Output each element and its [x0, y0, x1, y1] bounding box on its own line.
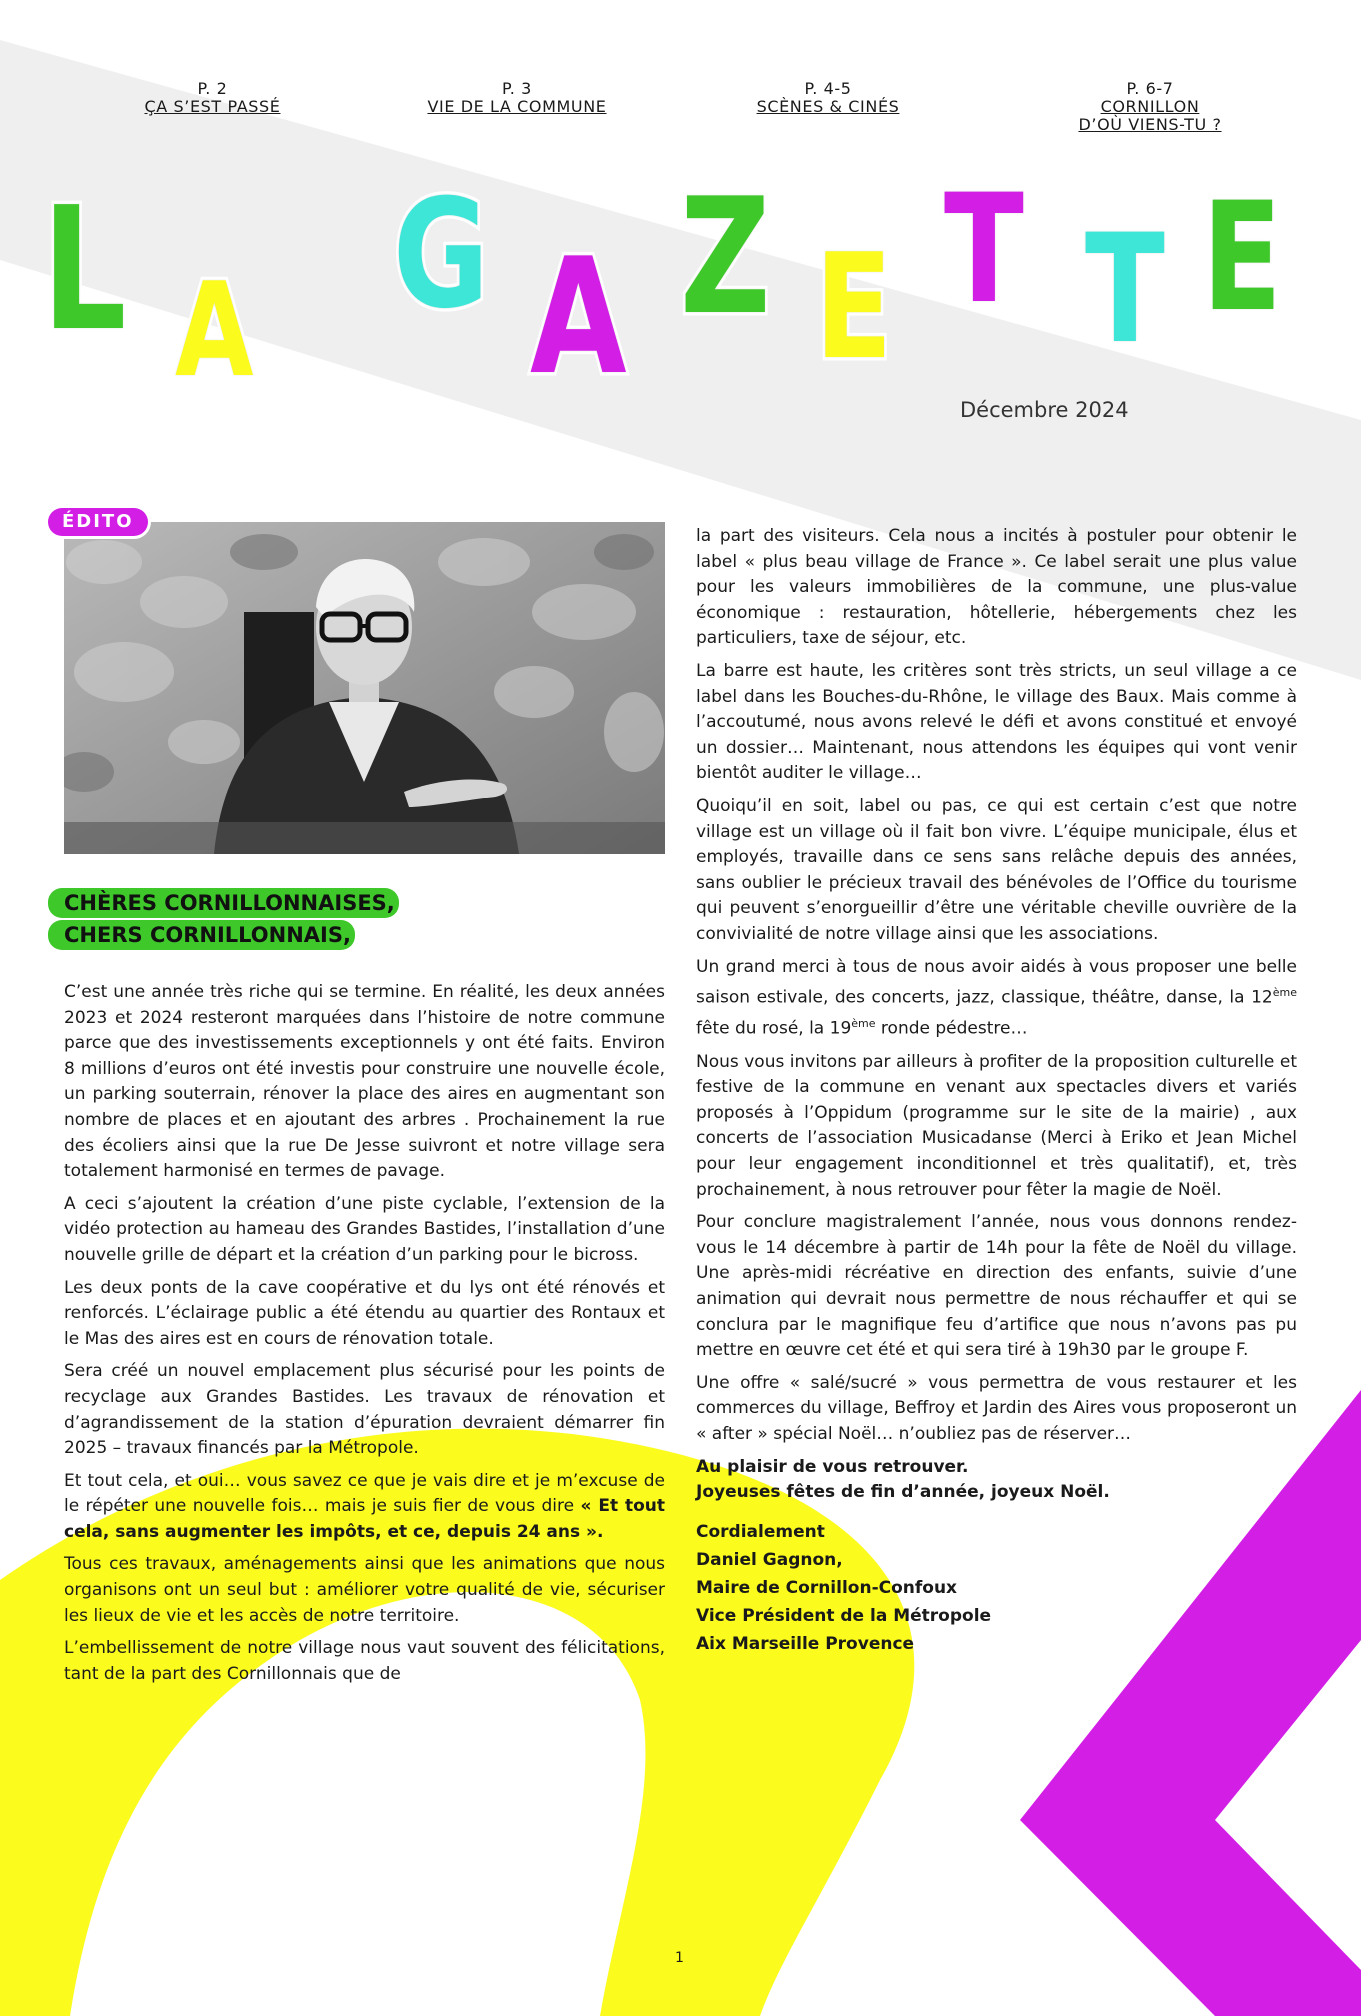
greeting-line: CHERS CORNILLONNAIS, [48, 920, 355, 950]
ordinal-suffix: ème [851, 1017, 876, 1031]
greeting [48, 888, 399, 952]
edito-paragraph: Nous vous invitons par ailleurs à profiter de la proposition culturelle et festive de la commune en venant aux spectacles divers et variés proposés à l’Oppidum (programme sur le site de la mairie) , aux concerts de l’association Musicadanse (Merci à Eriko et Jean Michel pour leur engagement inconditionnel et très qualitatif), et, très prochainement, à nous retrouver pour fêter la magie de Noël. [696, 1051, 1297, 1200]
nav-page-number: P. 2 [197, 79, 228, 98]
masthead-letter: L [42, 171, 127, 369]
signature [696, 1518, 1297, 1658]
edito-paragraph: A ceci s’ajoutent la création d’une piste cyclable, l’extension de la vidéo protection au hameau des Grandes Bastides, l’installation d’une nouvelle grille de départ et la création d’un parking pour le bicross. [64, 1193, 665, 1265]
edito-paragraph [64, 1469, 665, 1546]
signature-line: Cordialement [696, 1521, 825, 1542]
edito-text: fête du rosé, la 19 [696, 1019, 852, 1039]
page-navigation [0, 80, 1361, 140]
closing [696, 1455, 1297, 1506]
masthead-letter: T [944, 163, 1024, 337]
edito-paragraph: la part des visiteurs. Cela nous a incités à postuler pour obtenir le label « plus beau village de France ». Ce label serait une plus value pour les valeurs immobilières de la commune, une plus-value économique : restauration, hôtellerie, hébergements chez les particuliers, taxe de séjour, etc. [696, 526, 1297, 649]
issue-date: Décembre 2024 [960, 398, 1129, 422]
edito-text: Et tout cela, et oui… vous savez ce que je vais dire et je m’excuse de le répéter une nouvelle fois… mais je suis fier de vous dire [64, 1470, 665, 1517]
edito-paragraph: Sera créé un nouvel emplacement plus sécurisé pour les points de recyclage aux Grandes Bastides. Les travaux de rénovation et d’agrandissement de la station d’épuration devraient démarrer fin 2025 – travaux financés par la Métropole. [64, 1361, 665, 1459]
masthead-letter: E [1202, 171, 1282, 345]
nav-title: SCÈNES & CINÉS [756, 97, 900, 116]
signature-line: Vice Président de la Métropole [696, 1605, 992, 1626]
edito-paragraph: Une offre « salé/sucré » vous permettra de vous restaurer et les commerces du village, Beffroy et Jardin des Aires vous proposeront un « after » spécial Noël… n’oubliez pas de réserver… [696, 1372, 1297, 1444]
nav-page-number: P. 3 [502, 79, 532, 98]
masthead-letter: Z [680, 163, 771, 350]
mayor-photo-illustration [64, 522, 665, 854]
edito-paragraph: La barre est haute, les critères sont très stricts, un seul village a ce label dans les Bouches-du-Rhône, le village des Baux. Mais comme à l’accoutumé, nous avons relevé le défi et avons constitué et envoyé un dossier… Maintenant, nous attendons les équipes qui vont venir bientôt auditer le village… [696, 660, 1297, 784]
signature-line: Maire de Cornillon-Confoux [696, 1577, 958, 1598]
masthead-letter: E [815, 223, 893, 392]
edito-paragraph: L’embellissement de notre village nous vaut souvent des félicitations, tant de la part des Cornillonnais que de [64, 1638, 665, 1684]
nav-link-scenes-et-cines[interactable] [718, 80, 938, 116]
closing-line: Au plaisir de vous retrouver. [696, 1456, 969, 1477]
nav-page-number: P. 4-5 [804, 79, 852, 98]
signature-line: Daniel Gagnon, [696, 1549, 843, 1570]
edito-text: ronde pédestre… [875, 1019, 1028, 1039]
edito-paragraph: Tous ces travaux, aménagements ainsi que les animations que nous organisons ont un seul but : améliorer votre qualité de vie, sécuriser les lieux de vie et les accès de notre territoire. [64, 1554, 665, 1626]
edito-emphasis: « Et tout cela, sans augmenter les impôts, et ce, depuis 24 ans ». [64, 1496, 665, 1542]
masthead-letter: A [530, 223, 627, 410]
page-number: 1 [675, 1950, 684, 1966]
edito-paragraph: Les deux ponts de la cave coopérative et du lys ont été rénovés et renforcés. L’éclairage public a été étendu au quartier des Rontaux et le Mas des aires est en cours de rénovation totale. [64, 1277, 665, 1349]
masthead-title [0, 163, 1361, 410]
nav-title-line2: D’OÙ VIENS-TU ? [1078, 115, 1222, 134]
masthead-letter: T [1085, 203, 1165, 377]
nav-title: CORNILLON [1100, 97, 1200, 116]
nav-link-cornillon[interactable] [1035, 80, 1265, 134]
edito-tag: ÉDITO [48, 508, 148, 536]
edito-paragraph: C’est une année très riche qui se termine. En réalité, les deux années 2023 et 2024 resteront marquées dans l’histoire de notre commune parce que des investissements exceptionnels y ont été faits. Environ 8 millions d’euros ont été investis pour construire une nouvelle école, un parking souterrain, rénover la place des aires en augmentant son nombre de places et en ajoutant des arbres . Prochainement la rue des écoliers ainsi que la rue De Jesse suivront et notre village sera totalement harmonisé en termes de pavage. [64, 982, 665, 1182]
edito-paragraph [696, 955, 1297, 1043]
ordinal-suffix: ème [1272, 986, 1297, 1000]
nav-link-ca-sest-passe[interactable] [110, 80, 315, 116]
edito-text: Un grand merci à tous de nous avoir aidés à vous proposer une belle saison estivale, des concerts, jazz, classique, théâtre, danse, la 12 [696, 956, 1297, 1008]
edito-column-right [696, 524, 1297, 1658]
masthead-letter: G [393, 168, 490, 342]
signature-line: Aix Marseille Provence [696, 1633, 915, 1654]
edito-column-left [64, 980, 665, 1694]
edito-paragraph: Pour conclure magistralement l’année, nous vous donnons rendez-vous le 14 décembre à partir de 14h pour la fête de Noël du village. Une après-midi récréative en direction des enfants, suivie d’une animation qui devrait nous permettre de nous réchauffer et qui se conclura par le magnifique feu d’artifice que nous n’avons pas pu mettre en œuvre cet été et qui sera tiré à 19h30 par le groupe F. [696, 1212, 1297, 1361]
nav-page-number: P. 6-7 [1126, 79, 1174, 98]
edito-paragraph: Quoiqu’il en soit, label ou pas, ce qui est certain c’est que notre village est un village où il fait bon vivre. L’équipe municipale, élus et employés, travaille dans ce sens sans relâche depuis des années, sans oublier le précieux travail des bénévoles de l’Office du tourisme qui peuvent s’enorgueillir d’être une véritable cheville ouvrière de la convivialité de notre village ainsi que les associations. [696, 795, 1297, 944]
masthead-letter: A [175, 254, 254, 406]
nav-title: VIE DE LA COMMUNE [427, 97, 607, 116]
mayor-photo [64, 522, 665, 854]
nav-title: ÇA S’EST PASSÉ [144, 97, 281, 116]
nav-link-vie-de-la-commune[interactable] [392, 80, 642, 116]
closing-line: Joyeuses fêtes de fin d’année, joyeux Noël. [696, 1482, 1110, 1503]
greeting-line: CHÈRES CORNILLONNAISES, [48, 888, 399, 918]
